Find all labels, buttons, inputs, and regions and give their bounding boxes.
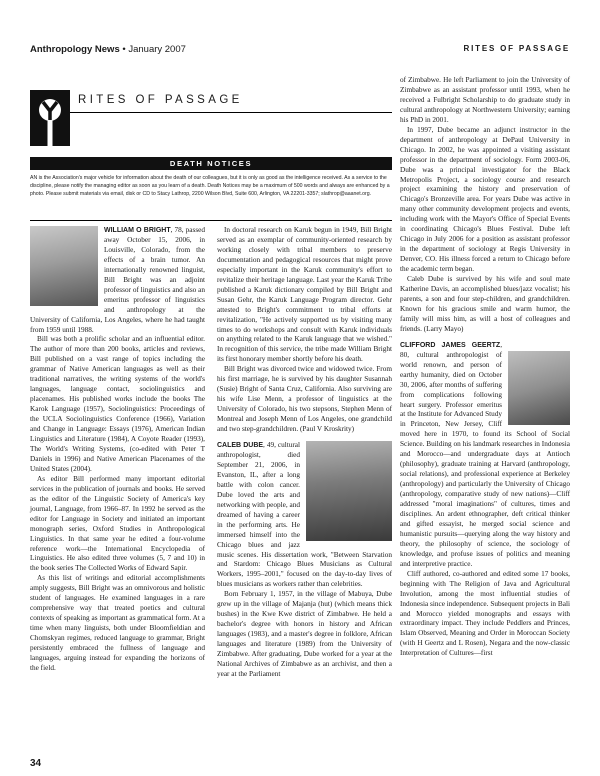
obituary-name: WILLIAM O BRIGHT xyxy=(104,227,171,234)
obituary-name: CALEB DUBE xyxy=(217,442,264,450)
obituary-dube-intro: CALEB DUBE, 49, cultural anthropologist, died September 21, 2006, in Evanston, IL, after a long battle with colon cancer. Dube loved the arts and networking with people, and dreamed of having a career in the performing arts. He immersed himself into the Chicago blues and jazz music scenes. His dissertation work, "Between Starvation and Stardom: Chicago Blues Musicians as Cultural Workers, 1995–2001," focused on the day-to-day lives of blues musicians as workers rather than celebrities. xyxy=(217,441,392,589)
issue-date: • January 2007 xyxy=(122,44,186,55)
page-number: 34 xyxy=(30,758,42,769)
obituary-name: CLIFFORD JAMES GEERTZ xyxy=(400,341,501,349)
section-header: RITES OF PASSAGE xyxy=(463,44,570,53)
paragraph: In 1997, Dube became an adjunct instructor in the department of anthropology at DePaul University in Chicago. In 2002, he was appointed a visiting assistant professor in the department of sociology. Form 2003-06, Dube was a principal investigator for the Black Metropolis Project, a sociology course and research project examining the history and preservation of Chicago's Bronzeville area. For years Dube was active in many other community development projects and events, including work with the Mayor's Office of Special Events in coordinating Chicago's Blues Festival. Dube left Chicago in July 2006 for a position as assistant professor in the department of sociology at Regis University in Denver, CO. His illness forced a return to Chicago before the academic term began. xyxy=(400,125,570,274)
paragraph: Born February 1, 1957, in the village of Mabuya, Dube grew up in the village of Majanja (hut) (which means thick bushes) in the Kwe Kwe district of Zimbabwe. He held a bachelor's degree with honors in history and African languages (1983), and a master's degree in folklore, African languages and literature (1989) from the University of Zimbabwe. After graduating, Dube worked for a year at the National Archives of Zimbabwe as an archivist, and then a year at the Parliament xyxy=(217,590,392,678)
paragraph: Caleb Dube is survived by his wife and soul mate Katherine Davis, an accomplished blues/jazz vocalist; his parents, a son and four step-children, and grandchildren. Known for his gracious smile and warm humor, the family will miss him, as will a host of colleagues and friends. (Larry Mayo) xyxy=(400,275,570,333)
paragraph: As this list of writings and editorial accomplishments amply suggests, Bill Bright was an omnivorous and holistic student of languages. He examined languages in a rare comprehensive way that treated poetics and cultural contexts of speaking as important as grammatical form. At a time when many linguists, both under Bloomfieldian and Chomskyan regimes, reduced language to grammar, Bright persistently embraced the fullness of language and languages, arguing instead for expanding the horizons of the field. xyxy=(30,574,205,672)
publication-name: Anthropology News xyxy=(30,44,120,55)
title-divider xyxy=(70,112,392,113)
photo-william-bright xyxy=(30,226,98,306)
death-notices-note: AN is the Association's major vehicle for information about the death of our colleagues, but it is only as good as the intelligence received. As a service to the discipline, please notify the managing editor as soon as you learn of a death. Death Notices may be a maximum of 500 words and always are enhanced by a photo. Please submit materials via email, disk or CD to Stacy Lathrop, 2200 Wilson Blvd, Suite 600, Arlington, VA 22201-3357; slathrop@aaanet.org. xyxy=(30,175,390,198)
column-1 xyxy=(30,226,205,674)
paragraph: Bill Bright was divorced twice and widowed twice. From his first marriage, he is survived by his daughter Susannah (Susie) Bright of Santa Cruz, California. Also surviving are his wife Lise Menn, a professor of linguistics at the University of Colorado, his two stepsons, Stephen Menn of Montreal and Joseph Menn of Los Angeles, one grandchild and two step-grandchildren. (Paul V Kroskrity) xyxy=(217,365,392,434)
death-notices-banner: DEATH NOTICES xyxy=(30,157,392,170)
paragraph: Bill was both a prolific scholar and an influential editor. The author of more than 200 books, articles and reviews, Bill published on a vast range of topics including the grammar of Native American languages as well as their traditional narratives, the writing systems of the world's languages, language contact, sociolinguistics and placenames. His published works include the books The Karok Language (1957), Sociolinguistics: Proceedings of the UCLA Sociolinguistics Conference (1966), Variation and Change in Language: Essays (1976), American Indian Linguistics and Literature (1984), A Coyote Reader (1993), The World's Writing Systems, (co-edited with Peter T Daniels in 1996) and Native American Placenames of the United States (2004). xyxy=(30,335,205,473)
obituary-geertz-intro: CLIFFORD JAMES GEERTZ, 80, cultural anthropologist of world renown, and person of earthy humanity, died on October 30, 2006, after months of suffering from complications following heart surgery. Professor emeritus at the Institute for Advanced Study in Princeton, New Jersey, Cliff moved here in 1970, to found its School of Social Science. Building on his landmark researches in Indonesia and Morocco—and undergraduate days at Antioch (philosophy), graduate training at Harvard (anthropology, social relations), and professional experience at Berkeley (anthropology) and particularly the University of Chicago (anthropology, comparative study of new nations)—Cliff addressed "moral imaginations" of cultures, times and disciplines. An ardent ethnographer, deft critical thinker and gifted essayist, he merged social science and humanistic pursuits—querying along the way history and theory, the philosophy of science, the sociology of knowledge, and profuse issues of politics and meaning and interpretive practice. xyxy=(400,340,570,568)
paragraph: In doctoral research on Karuk begun in 1949, Bill Bright served as an exemplar of community-oriented research by working closely with tribal members to preserve documentation and pedagogical resources that might prove especially important in the Karuk community's effort to revitalize their heritage language. Last year the Karuk Tribe published a Karuk dictionary compiled by Bill Bright and Susan Gehr, the Karuk Language Program director. Gehr attested to Bright's commitment to tribal efforts at revitalization, "He actively supported us by visiting many times to do workshops and consult with Karuk individuals on anything related to the Karuk language that we wished." In recognition of this service, the tribe made William Bright its first honorary member shortly before his death. xyxy=(217,226,392,364)
rites-of-passage-logo-icon xyxy=(30,90,70,146)
paragraph: Cliff authored, co-authored and edited some 17 books, beginning with The Religion of Java and Agricultural Involution, among the most influential studies of Indonesia since independence. Subsequent projects in Bali and Morocco yielded monographs and essays with extraordinary impact. They include Peddlers and Princes, Islam Observed, Meaning and Order in Moroccan Society (with H Geertz and L Rosen), Negara and the now-classic Interpretation of Cultures—first xyxy=(400,569,570,658)
photo-caleb-dube xyxy=(306,441,392,541)
photo-clifford-geertz xyxy=(508,351,570,425)
section-title: RITES OF PASSAGE xyxy=(78,94,243,106)
paragraph: As editor Bill performed many important editorial services in the publication of journals and books. He served as the editor of the Linguistic Society of America's key journal, Language, from 1966–87. In 1992 he served as the editor for Language in Society and initiated an important monograph series, Oxford Studies in Anthropological Linguistics. In that same year he edited a four-volume reference work—the International Encyclopedia of Linguistics. He also edited three volumes (5, 7 and 10) in the book series The Collected Works of Edward Sapir. xyxy=(30,474,205,573)
running-header xyxy=(30,44,186,55)
column-2 xyxy=(217,226,392,680)
column-3 xyxy=(400,76,570,659)
obituary-bright-intro: WILLIAM O BRIGHT, 78, passed away October 15, 2006, in Louisville, Colorado, from the effects of a brain tumor. An internationally renowned linguist, Bill Bright was an adjoint professor of linguistics and also an emeritus professor of linguistics and anthropology at the University of California, Los Angeles, where he had taught from 1959 until 1988. xyxy=(30,226,205,334)
note-divider xyxy=(30,220,392,221)
paragraph: of Zimbabwe. He left Parliament to join the University of Zimbabwe as an assistant professor until 1993, when he received a Fulbright Scholarship to do graduate study in cultural anthropology at Northwestern University; earning his PhD in 2001. xyxy=(400,76,570,124)
